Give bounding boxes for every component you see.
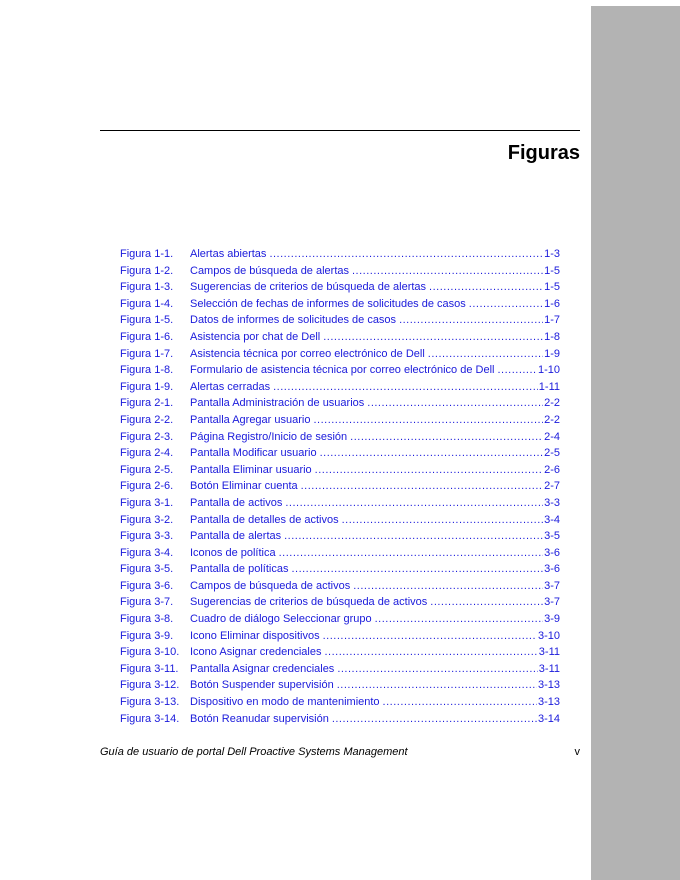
figure-number: Figura 1-3. xyxy=(120,281,174,294)
dot-leader xyxy=(284,530,543,542)
figure-number: Figura 3-9. xyxy=(120,629,174,642)
dot-leader xyxy=(323,331,543,343)
figure-title: Selección de fechas de informes de solicitudes de casos xyxy=(190,297,466,310)
figure-title: Botón Suspender supervisión xyxy=(190,679,334,692)
dot-leader xyxy=(497,364,536,376)
figure-number: Figura 1-5. xyxy=(120,314,174,327)
figure-list-item[interactable] xyxy=(120,414,560,431)
figure-page-number: 3-10 xyxy=(537,629,560,642)
figure-number: Figura 3-6. xyxy=(120,579,174,592)
figure-title: Pantalla Administración de usuarios xyxy=(190,397,365,410)
figure-list-item[interactable] xyxy=(120,364,560,381)
figure-list-item[interactable] xyxy=(120,530,560,547)
figure-page-number: 3-4 xyxy=(544,513,560,526)
figure-title: Formulario de asistencia técnica por correo electrónico de Dell xyxy=(190,364,495,377)
figure-title: Icono Asignar credenciales xyxy=(190,646,322,659)
figure-list-item[interactable] xyxy=(120,281,560,298)
dot-leader xyxy=(429,281,543,293)
dot-leader xyxy=(320,447,544,459)
figure-title: Icono Eliminar dispositivos xyxy=(190,629,320,642)
figure-list-item[interactable] xyxy=(120,596,560,613)
figure-list-item[interactable] xyxy=(120,613,560,630)
figure-title: Iconos de política xyxy=(190,546,276,559)
dot-leader xyxy=(353,580,543,592)
figure-list-item[interactable] xyxy=(120,514,560,531)
figure-page-number: 3-13 xyxy=(537,696,560,709)
figure-list-item[interactable] xyxy=(120,464,560,481)
figure-title: Campos de búsqueda de alertas xyxy=(190,264,349,277)
footer-document-title: Guía de usuario de portal Dell Proactive Systems Management xyxy=(100,746,408,758)
figure-list-item[interactable] xyxy=(120,381,560,398)
figure-number: Figura 2-3. xyxy=(120,430,174,443)
figure-list-item[interactable] xyxy=(120,314,560,331)
figure-list xyxy=(120,248,560,729)
figure-list-item[interactable] xyxy=(120,713,560,730)
figure-page-number: 3-9 xyxy=(544,613,560,626)
figure-list-item[interactable] xyxy=(120,646,560,663)
figure-list-item[interactable] xyxy=(120,679,560,696)
figure-page-number: 3-14 xyxy=(537,712,560,725)
figure-page-number: 3-6 xyxy=(544,546,560,559)
figure-page-number: 3-5 xyxy=(544,530,560,543)
figure-number: Figura 3-4. xyxy=(120,546,174,559)
figure-title: Botón Eliminar cuenta xyxy=(190,480,298,493)
figure-page-number: 1-8 xyxy=(544,330,560,343)
figure-list-item[interactable] xyxy=(120,298,560,315)
figure-list-item[interactable] xyxy=(120,696,560,713)
figure-number: Figura 2-2. xyxy=(120,413,174,426)
figure-number: Figura 1-1. xyxy=(120,248,174,260)
figure-number: Figura 2-1. xyxy=(120,397,174,410)
figure-list-item[interactable] xyxy=(120,248,560,265)
dot-leader xyxy=(301,480,543,492)
figure-number: Figura 3-2. xyxy=(120,513,174,526)
figure-page-number: 1-10 xyxy=(537,364,560,377)
dot-leader xyxy=(315,464,543,476)
figure-number: Figura 2-6. xyxy=(120,480,174,493)
dot-leader xyxy=(324,646,537,658)
figure-number: Figura 1-7. xyxy=(120,347,174,360)
figure-number: Figura 1-9. xyxy=(120,380,174,393)
figure-title: Asistencia por chat de Dell xyxy=(190,330,321,343)
dot-leader xyxy=(342,514,543,526)
figure-title: Pantalla de alertas xyxy=(190,530,282,543)
dot-leader xyxy=(273,381,538,393)
figure-list-item[interactable] xyxy=(120,663,560,680)
figure-title: Pantalla Asignar credenciales xyxy=(190,662,335,675)
figure-page-number: 1-3 xyxy=(544,248,560,260)
figure-page-number: 3-3 xyxy=(544,496,560,509)
figure-title: Pantalla de detalles de activos xyxy=(190,513,339,526)
figure-page-number: 1-5 xyxy=(544,264,560,277)
figure-title: Pantalla de activos xyxy=(190,496,283,509)
figure-page-number: 3-13 xyxy=(537,679,560,692)
figure-list-item[interactable] xyxy=(120,480,560,497)
figure-page-number: 2-2 xyxy=(544,413,560,426)
figure-list-item[interactable] xyxy=(120,580,560,597)
dot-leader xyxy=(350,431,543,443)
figure-number: Figura 3-1. xyxy=(120,496,174,509)
figure-title: Botón Reanudar supervisión xyxy=(190,712,329,725)
figure-number: Figura 1-4. xyxy=(120,297,174,310)
figure-list-item[interactable] xyxy=(120,447,560,464)
dot-leader xyxy=(285,497,543,509)
figure-page-number: 2-6 xyxy=(544,463,560,476)
dot-leader xyxy=(313,414,543,426)
figure-page-number: 3-6 xyxy=(544,563,560,576)
side-margin-bar xyxy=(591,6,680,880)
figure-title: Pantalla Agregar usuario xyxy=(190,413,311,426)
dot-leader xyxy=(399,314,543,326)
figure-list-item[interactable] xyxy=(120,630,560,647)
figure-page-number: 2-2 xyxy=(544,397,560,410)
figure-number: Figura 3-10. xyxy=(120,646,180,659)
figure-number: Figura 3-7. xyxy=(120,596,174,609)
dot-leader xyxy=(291,563,543,575)
figure-number: Figura 3-11. xyxy=(120,662,179,675)
figure-number: Figura 1-2. xyxy=(120,264,174,277)
dot-leader xyxy=(469,298,543,310)
dot-leader xyxy=(279,547,543,559)
figure-list-item[interactable] xyxy=(120,547,560,564)
dot-leader xyxy=(428,348,543,360)
figure-number: Figura 2-4. xyxy=(120,447,174,460)
figure-title: Datos de informes de solicitudes de casos xyxy=(190,314,397,327)
figure-title: Página Registro/Inicio de sesión xyxy=(190,430,348,443)
figure-page-number: 1-7 xyxy=(544,314,560,327)
figure-list-item[interactable] xyxy=(120,563,560,580)
figure-page-number: 2-5 xyxy=(544,447,560,460)
figure-number: Figura 2-5. xyxy=(120,463,174,476)
figure-title: Cuadro de diálogo Seleccionar grupo xyxy=(190,613,372,626)
figure-list-item[interactable] xyxy=(120,497,560,514)
figure-page-number: 3-11 xyxy=(538,662,560,675)
figure-page-number: 2-4 xyxy=(544,430,560,443)
page-title: Figuras xyxy=(507,142,580,164)
figure-page-number: 1-11 xyxy=(538,380,560,393)
figure-title: Pantalla Modificar usuario xyxy=(190,447,317,460)
figure-page-number: 3-11 xyxy=(538,646,560,659)
dot-leader xyxy=(337,663,537,675)
footer-page-number: v xyxy=(574,746,580,758)
figure-number: Figura 3-5. xyxy=(120,563,174,576)
figure-title: Dispositivo en modo de mantenimiento xyxy=(190,696,380,709)
figure-title: Pantalla de políticas xyxy=(190,563,289,576)
figure-number: Figura 1-8. xyxy=(120,364,174,377)
figure-page-number: 1-9 xyxy=(544,347,560,360)
figure-page-number: 3-7 xyxy=(544,596,560,609)
figure-title: Alertas cerradas xyxy=(190,380,271,393)
dot-leader xyxy=(269,248,543,260)
figure-page-number: 3-7 xyxy=(544,579,560,592)
figure-list-item[interactable] xyxy=(120,331,560,348)
dot-leader xyxy=(337,679,537,691)
figure-number: Figura 3-3. xyxy=(120,530,174,543)
figure-page-number: 1-5 xyxy=(544,281,560,294)
figure-title: Asistencia técnica por correo electrónico de Dell xyxy=(190,347,425,360)
figure-title: Sugerencias de criterios de búsqueda de alertas xyxy=(190,281,427,294)
figure-list-item[interactable] xyxy=(120,348,560,365)
dot-leader xyxy=(375,613,543,625)
figure-number: Figura 3-8. xyxy=(120,613,174,626)
figure-title: Pantalla Eliminar usuario xyxy=(190,463,312,476)
dot-leader xyxy=(383,696,537,708)
figure-number: Figura 3-14. xyxy=(120,712,180,725)
figure-number: Figura 3-12. xyxy=(120,679,180,692)
dot-leader xyxy=(367,397,543,409)
figure-title: Sugerencias de criterios de búsqueda de activos xyxy=(190,596,428,609)
dot-leader xyxy=(430,596,543,608)
dot-leader xyxy=(352,265,543,277)
figure-list-item[interactable] xyxy=(120,397,560,414)
figure-title: Alertas abiertas xyxy=(190,248,267,260)
header-rule xyxy=(100,130,580,131)
figure-list-item[interactable] xyxy=(120,265,560,282)
figure-list-item[interactable] xyxy=(120,431,560,448)
dot-leader xyxy=(332,713,537,725)
figure-number: Figura 1-6. xyxy=(120,330,174,343)
figure-number: Figura 3-13. xyxy=(120,696,180,709)
dot-leader xyxy=(323,630,537,642)
figure-page-number: 2-7 xyxy=(544,480,560,493)
figure-title: Campos de búsqueda de activos xyxy=(190,579,351,592)
figure-page-number: 1-6 xyxy=(544,297,560,310)
